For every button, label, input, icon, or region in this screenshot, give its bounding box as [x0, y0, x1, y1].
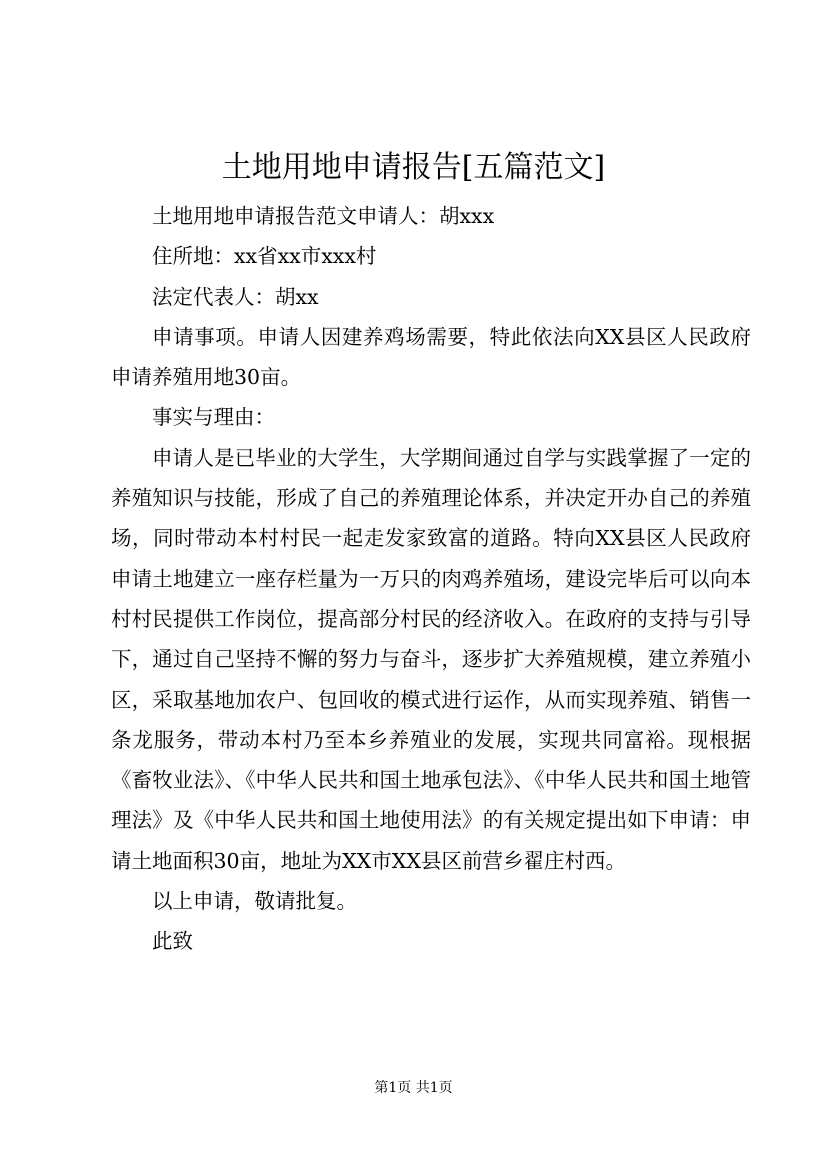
paragraph-closing: 此致 [152, 929, 193, 954]
paragraph-application-matter: 申请事项。申请人因建养鸡场需要，特此依法向XX县区人民政府申请养殖用地30亩。 [111, 324, 751, 390]
paragraph-legal-representative: 法定代表人：胡xx [152, 284, 319, 309]
paragraph-request-reply: 以上申请，敬请批复。 [152, 889, 357, 914]
document-body [111, 196, 751, 962]
paragraph-facts-body: 申请人是已毕业的大学生，大学期间通过自学与实践掌握了一定的养殖知识与技能，形成了自己的养殖理论体系，并决定开办自己的养殖场，同时带动本村村民一起走发家致富的道路。特向XX县区人民政府申请土地建立一座存栏量为一万只的肉鸡养殖场，建设完毕后可以向本村村民提供工作岗位，提高部分村民的经济收入。在政府的支持与引导下，通过自己坚持不懈的努力与奋斗，逐步扩大养殖规模，建立养殖小区，采取基地加农户、包回收的模式进行运作，从而实现养殖、销售一条龙服务，带动本村乃至本乡养殖业的发展，实现共同富裕。现根据《畜牧业法》、《中华人民共和国土地承包法》、《中华人民共和国土地管理法》及《中华人民共和国土地使用法》的有关规定提出如下申请：申请土地面积30亩，地址为XX市XX县区前营乡翟庄村西。 [111, 445, 751, 873]
document-title: 土地用地申请报告[五篇范文] [221, 150, 606, 185]
paragraph-applicant: 土地用地申请报告范文申请人：胡xxx [152, 204, 495, 228]
page-number-footer: 第1页 共1页 [374, 1080, 453, 1096]
paragraph-facts-heading: 事实与理由： [152, 405, 275, 430]
paragraph-address: 住所地：xx省xx市xxx村 [152, 244, 377, 269]
